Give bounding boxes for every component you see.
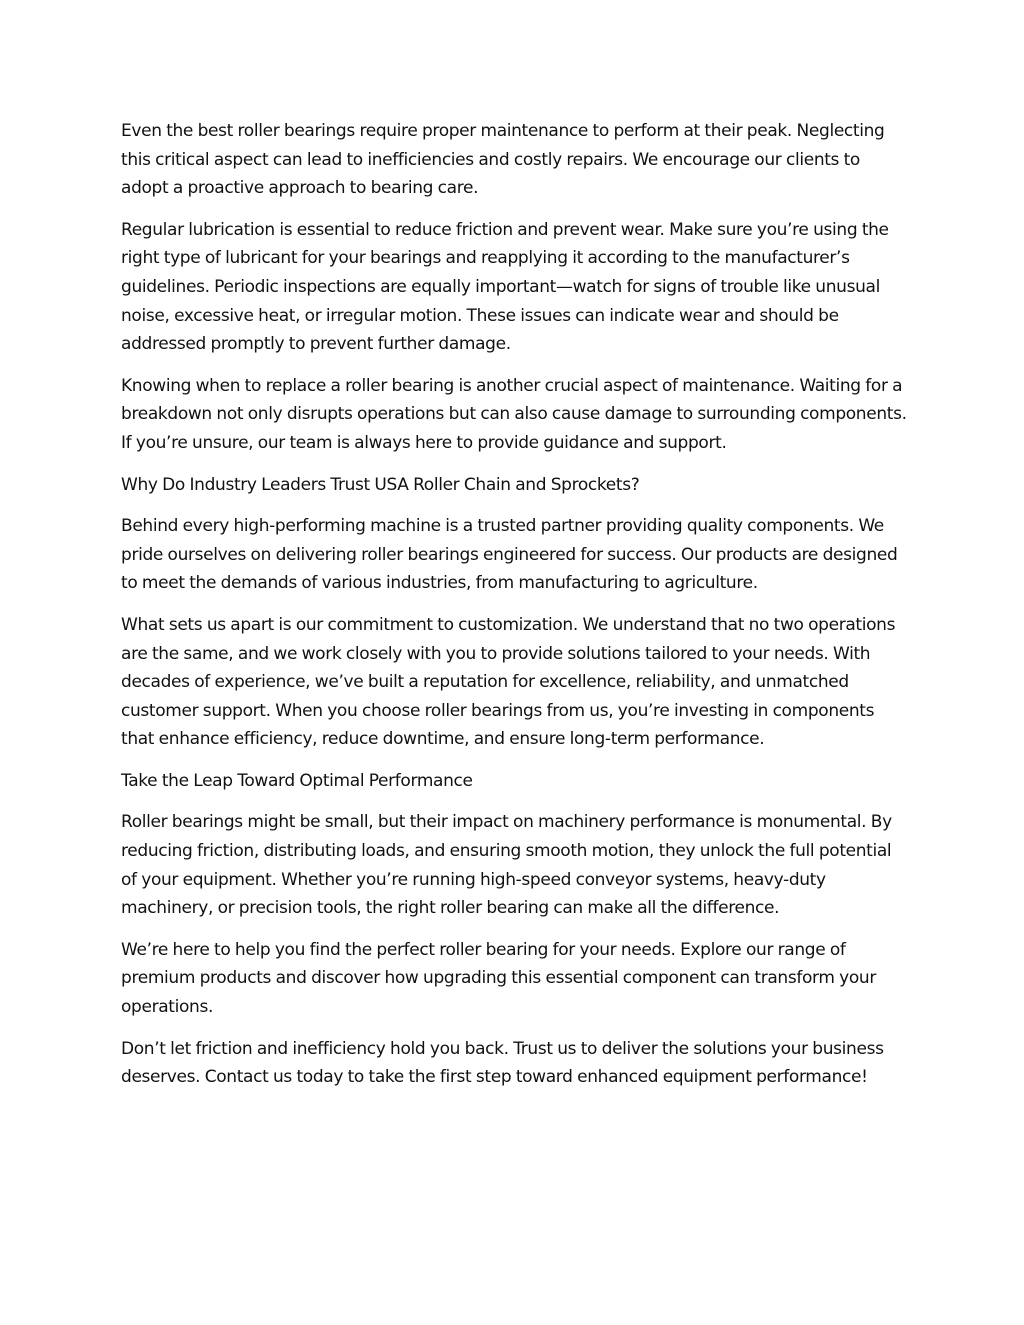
section-heading-leap: Take the Leap Toward Optimal Performance [121, 770, 473, 791]
paragraph-replacement: Knowing when to replace a roller bearing is another crucial aspect of maintenance. Waiting for a breakdown not only disrupts operations but can also cause damage to surrounding components. If you’re unsure, our team is always here to provide guidance and support. [121, 375, 907, 453]
paragraph-impact: Roller bearings might be small, but their impact on machinery performance is monumental. By reducing friction, distributing loads, and ensuring smooth motion, they unlock the full potential of your equipment. Whether you’re running high-speed conveyor systems, heavy-duty machinery, or precision tools, the right roller bearing can make all the difference. [121, 812, 892, 919]
document-body [121, 117, 911, 1105]
section-heading-trust: Why Do Industry Leaders Trust USA Roller Chain and Sprockets? [121, 474, 640, 495]
paragraph-lubrication: Regular lubrication is essential to reduce friction and prevent wear. Make sure you’re using the right type of lubricant for your bearings and reapplying it according to the manufacturer’s guidelines. Periodic inspections are equally important—watch for signs of trouble like unusual noise, excessive heat, or irregular motion. These issues can indicate wear and should be addressed promptly to prevent further damage. [121, 219, 889, 355]
paragraph-trusted-partner: Behind every high-performing machine is a trusted partner providing quality components. We pride ourselves on delivering roller bearings engineered for success. Our products are designed to meet the demands of various industries, from manufacturing to agriculture. [121, 516, 898, 594]
paragraph-call-to-action: Don’t let friction and inefficiency hold you back. Trust us to deliver the solutions your business deserves. Contact us today to take the first step toward enhanced equipment performance! [121, 1038, 884, 1088]
paragraph-customization: What sets us apart is our commitment to customization. We understand that no two operations are the same, and we work closely with you to provide solutions tailored to your needs. With decades of experience, we’ve built a reputation for excellence, reliability, and unmatched customer support. When you choose roller bearings from us, you’re investing in components that enhance efficiency, reduce downtime, and ensure long-term performance. [121, 614, 896, 750]
paragraph-maintenance-intro: Even the best roller bearings require proper maintenance to perform at their peak. Neglecting this critical aspect can lead to inefficiencies and costly repairs. We encourage our clients to adopt a proactive approach to bearing care. [121, 121, 885, 199]
paragraph-help: We’re here to help you find the perfect roller bearing for your needs. Explore our range of premium products and discover how upgrading this essential component can transform your operations. [121, 939, 876, 1018]
